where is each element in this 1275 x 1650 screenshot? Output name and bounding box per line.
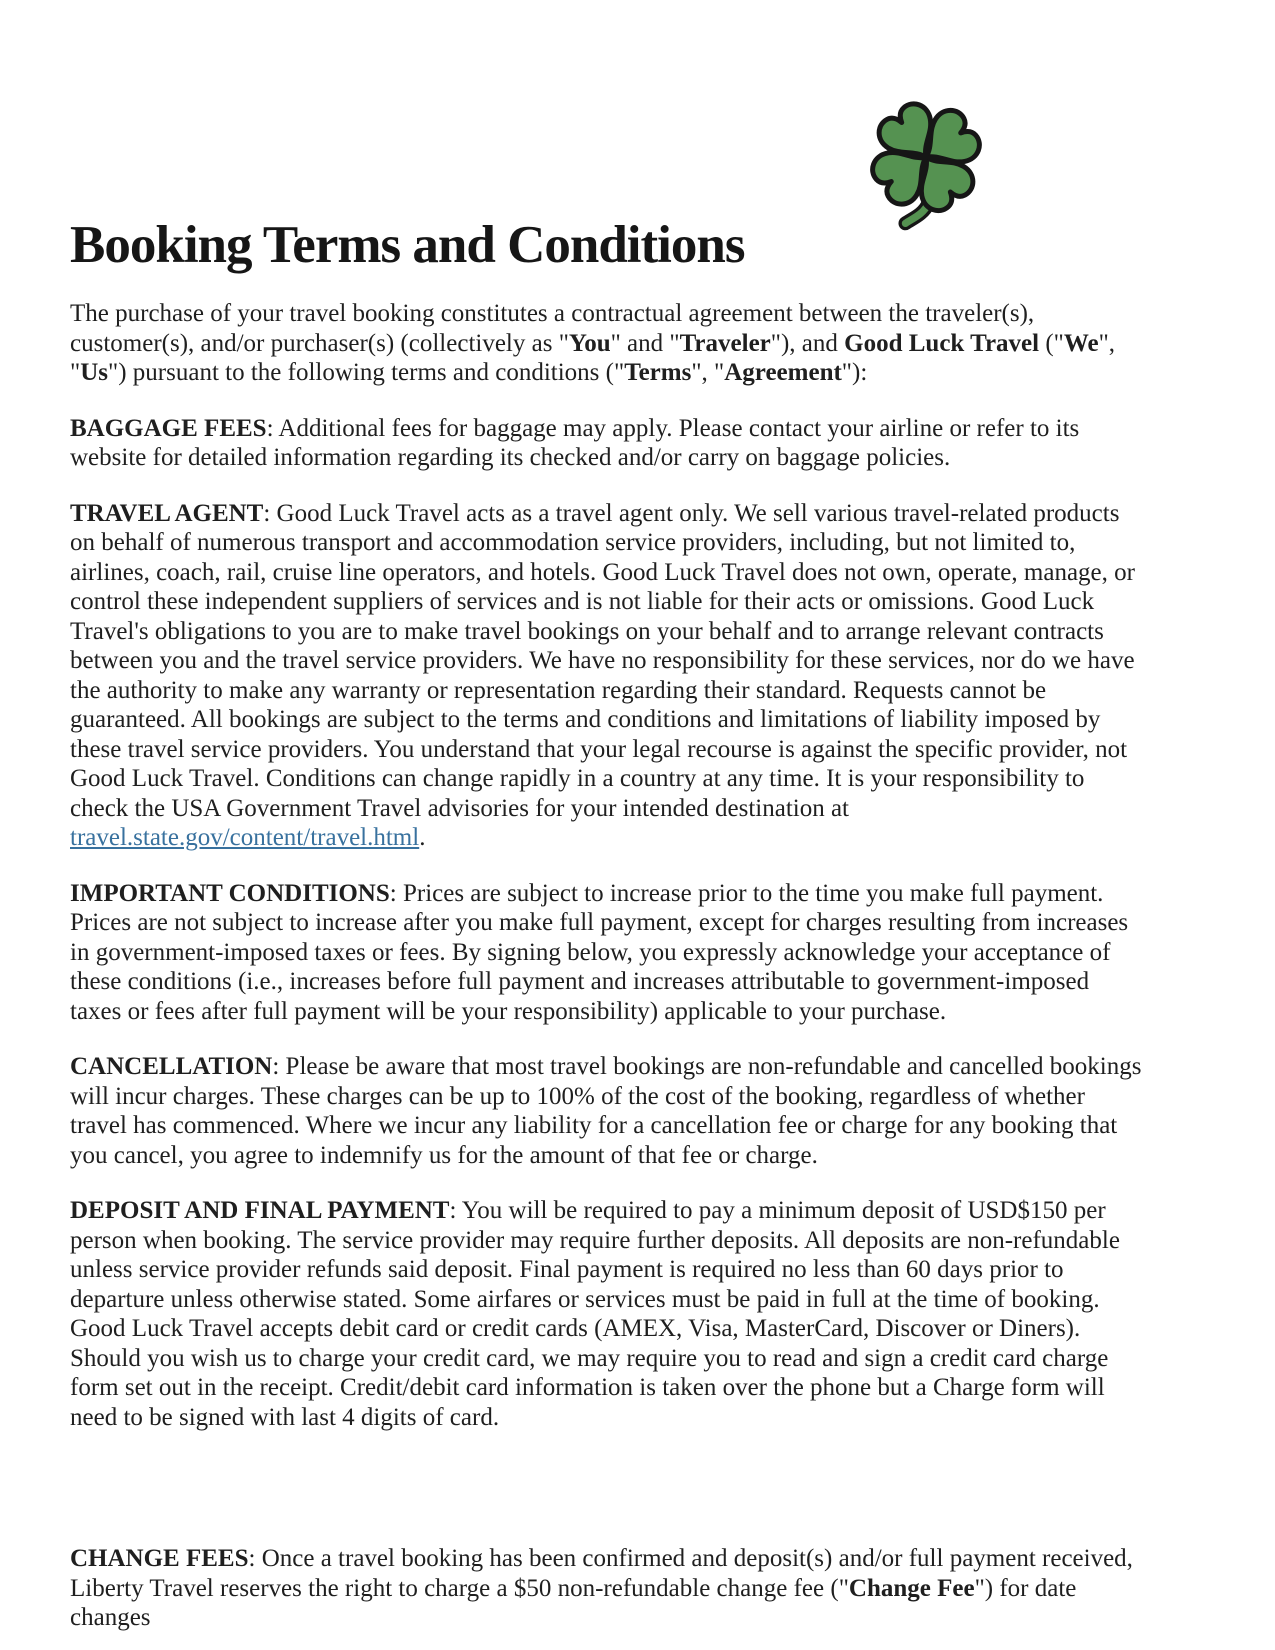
intro-run-14: "): [841,359,868,386]
paragraph-baggage-fees [70,414,1142,473]
intro-run-3: Traveler [679,329,771,357]
deposit-and-final-payment-run-0: DEPOSIT AND FINAL PAYMENT [70,1197,450,1224]
intro-run-0: The purchase of your travel booking constitutes a contractual agreement between the traveler(s), customer(s), and/or purchaser(s) (collectively as " [70,300,1035,357]
travel-agent-run-0: TRAVEL AGENT [70,499,264,527]
baggage-fees-run-0: BAGGAGE FEES [70,414,267,442]
baggage-fees-run-1: : Additional fees for baggage may apply. Please contact your airline or refer to its website for detailed information regarding its checked and/or carry on baggage policies. [70,414,1080,471]
cancellation-run-0: CANCELLATION [70,1053,273,1080]
intro-run-9: Us [80,359,109,386]
intro-run-2: " and " [610,329,680,357]
paragraph-deposit-and-final-payment [70,1196,1142,1432]
intro-run-4: "), and [770,329,845,357]
paragraph-intro [70,299,1142,388]
important-conditions-run-0: IMPORTANT CONDITIONS [70,879,390,907]
deposit-and-final-payment-run-1: : You will be required to pay a minimum deposit of USD$150 per person when booking. The service provider may require further deposits. All deposits are non-refundable unless service provider refunds said deposit. Final payment is required no less than 60 days prior to departure unless otherwise stated. Some airfares or services must be paid in full at the time of booking. Good Luck Travel accepts debit card or credit cards (AMEX, Visa, MasterCard, Discover or Diners). Should you wish us to charge your credit card, we may require you to read and sign a credit card charge form set out in the receipt. Credit/debit card information is taken over the phone but a Charge form will need to be signed with last 4 digits of card. [70,1197,1120,1431]
intro-run-6: (" [1039,329,1064,357]
intro-run-7: We [1063,329,1099,357]
intro-run-5: Good Luck Travel [844,329,1040,357]
important-conditions-run-1: : Prices are subject to increase prior to the time you make full payment. Prices are not subject to increase after you make full payment, except for charges resulting from increases in government-imposed taxes or fees. By signing below, you expressly acknowledge your acceptance of these conditions (i.e., increases before full payment and increases attributable to government-imposed taxes or fees after full payment will be your responsibility) applicable to your purchase. [70,879,1129,1025]
travel-agent-link[interactable]: travel.state.gov/content/travel.html [70,824,420,851]
cancellation-run-1: : Please be aware that most travel bookings are non-refundable and cancelled bookings will incur charges. These charges can be up to 100% of the cost of the booking, regardless of whether travel has commenced. Where we incur any liability for a cancellation fee or charge for any booking that you cancel, you agree to indemnify us for the amount of that fee or charge. [70,1053,1142,1169]
intro-run-10: ") pursuant to the following terms and conditions (" [108,359,625,386]
paragraph-cancellation [70,1052,1142,1170]
paragraph-change-fees [70,1544,1142,1633]
clover-image-wrap [852,90,1000,242]
change-fees-run-3: ") for date changes [70,1574,1077,1631]
intro-run-13: Agreement [724,359,842,386]
paragraph-travel-agent [70,499,1142,853]
travel-agent-run-1: : Good Luck Travel acts as a travel agent only. We sell various travel-related products on behalf of numerous transport and accommodation service providers, including, but not limited to, airlines, coach, rail, cruise line operators, and hotels. Good Luck Travel does not own, operate, manage, or control these independent suppliers of services and is not liable for their acts or omissions. Good Luck Travel's obligations to you are to make travel bookings on your behalf and to arrange relevant contracts between you and the travel service providers. We have no responsibility for these services, nor do we have the authority to make any warranty or representation regarding their standard. Requests cannot be guaranteed. All bookings are subject to the terms and conditions and limitations of liability imposed by these travel service providers. You understand that your legal recourse is against the specific provider, not Good Luck Travel. Conditions can change rapidly in a country at any time. It is your responsibility to check the USA Government Travel advisories for your intended destination at [70,499,1135,822]
intro-run-12: ", " [691,359,725,386]
change-fees-run-2: Change Fee [848,1574,975,1602]
page-title: Booking Terms and Conditions [70,216,745,274]
four-leaf-clover-icon [852,90,1000,242]
document-body [70,299,1142,1633]
travel-agent-run-3: . [419,824,426,851]
paragraph-important-conditions [70,879,1142,1027]
intro-run-8: ", " [70,329,1116,386]
intro-run-11: Terms [624,359,692,386]
change-fees-run-1: : Once a travel booking has been confirmed and deposit(s) and/or full payment received, Liberty Travel reserves the right to charge a $50 non-refundable change fee (" [70,1545,1133,1602]
change-fees-run-0: CHANGE FEES [70,1545,249,1572]
intro-run-1: You [568,329,611,357]
